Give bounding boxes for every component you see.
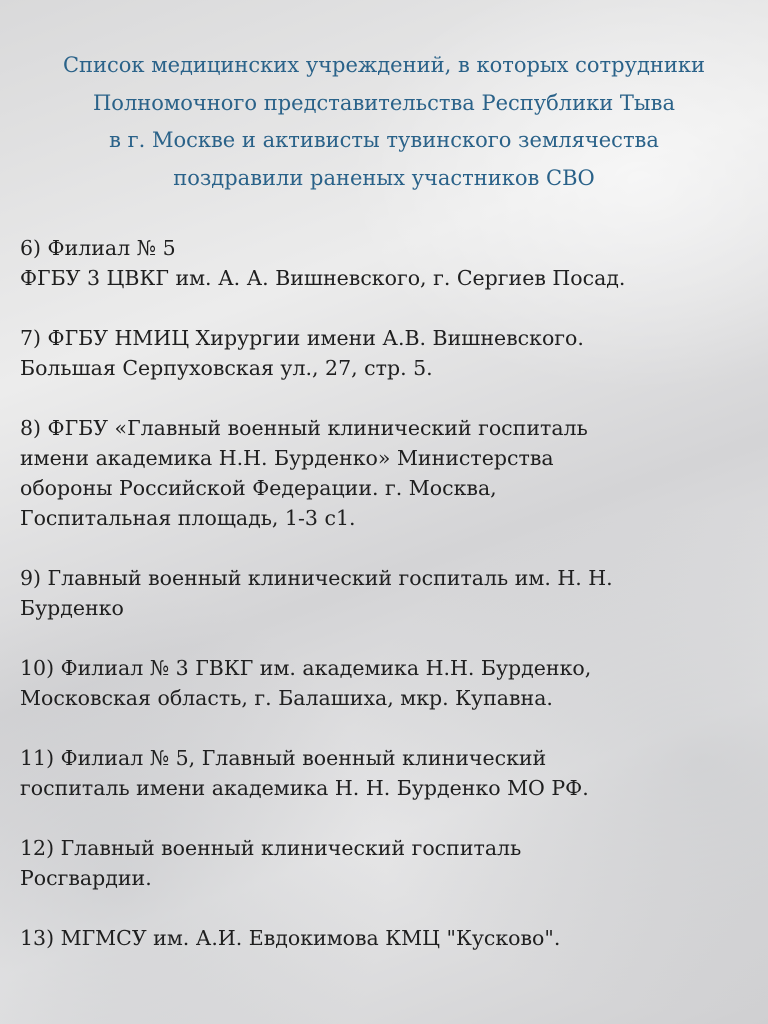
list-item-line: 6) Филиал № 5: [20, 236, 176, 260]
list-item: [20, 563, 760, 623]
list-item-line: госпиталь имени академика Н. Н. Бурденко МО РФ.: [20, 776, 589, 800]
list-item-line: Госпитальная площадь, 1-3 с1.: [20, 506, 356, 530]
list-item: [20, 833, 760, 893]
list-item: [20, 923, 760, 953]
list-item-line: обороны Российской Федерации. г. Москва,: [20, 476, 497, 500]
document-title: [0, 47, 768, 197]
list-item: [20, 413, 760, 533]
list-item-line: 13) МГМСУ им. А.И. Евдокимова КМЦ "Кусково".: [20, 926, 561, 950]
list-item-line: имени академика Н.Н. Бурденко» Министерства: [20, 446, 554, 470]
list-item-line: 9) Главный военный клинический госпиталь им. Н. Н.: [20, 566, 613, 590]
list-item-line: 11) Филиал № 5, Главный военный клинический: [20, 746, 547, 770]
list-item-line: 7) ФГБУ НМИЦ Хирургии имени А.В. Вишневского.: [20, 326, 584, 350]
list-item: [20, 653, 760, 713]
list-item-line: 12) Главный военный клинический госпиталь: [20, 836, 522, 860]
list-item-line: 10) Филиал № 3 ГВКГ им. академика Н.Н. Бурденко,: [20, 656, 592, 680]
list-item: [20, 233, 760, 293]
list-item-line: Московская область, г. Балашиха, мкр. Купавна.: [20, 686, 553, 710]
list-item: [20, 323, 760, 383]
title-line: поздравили раненых участников СВО: [173, 165, 595, 190]
list-item-line: Росгвардии.: [20, 866, 152, 890]
list-item-line: ФГБУ 3 ЦВКГ им. А. А. Вишневского, г. Сергиев Посад.: [20, 266, 626, 290]
list-item-line: 8) ФГБУ «Главный военный клинический госпиталь: [20, 416, 588, 440]
title-line: Полномочного представительства Республики Тыва: [92, 90, 675, 115]
list-item-line: Бурденко: [20, 596, 124, 620]
title-line: Список медицинских учреждений, в которых сотрудники: [62, 53, 706, 77]
institution-list: [20, 233, 760, 983]
list-item-line: Большая Серпуховская ул., 27, стр. 5.: [20, 356, 433, 380]
list-item: [20, 743, 760, 803]
title-line: в г. Москве и активисты тувинского землячества: [109, 128, 659, 152]
